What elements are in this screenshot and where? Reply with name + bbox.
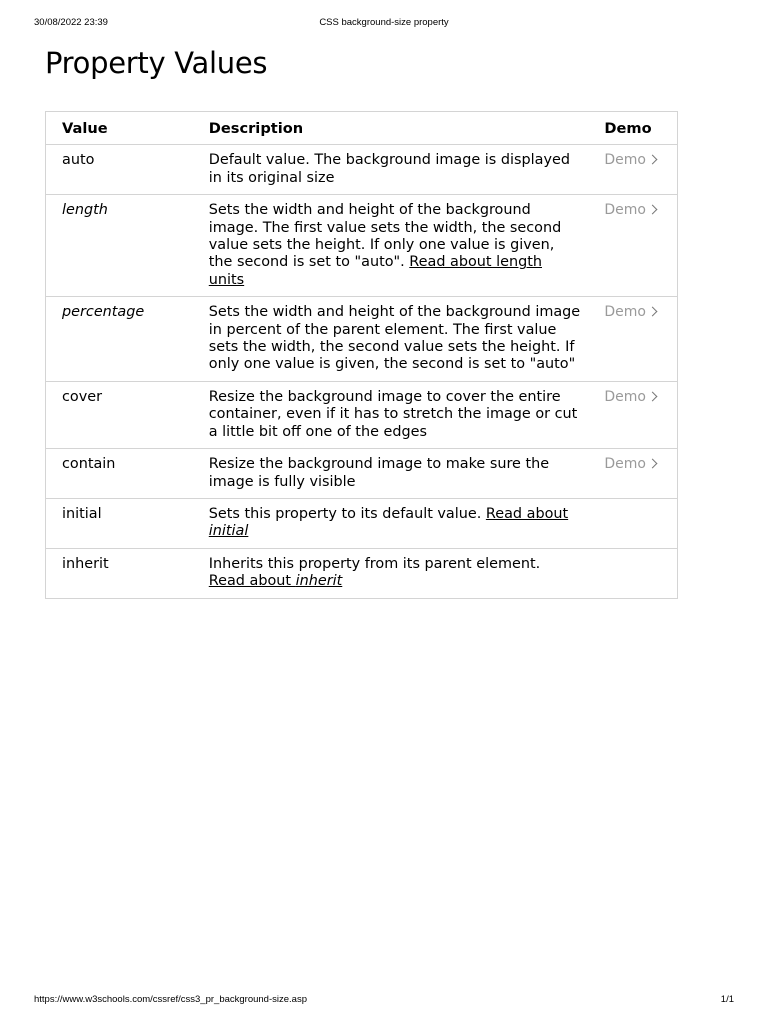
page-title: Property Values [45,46,268,80]
column-header-value: Value [46,112,193,145]
description-cell [193,145,589,195]
table-row [46,145,678,195]
value-cell: percentage [46,297,193,382]
value-cell: length [46,195,193,297]
description-cell [193,449,589,499]
demo-cell-empty [588,548,677,598]
property-values-table [45,111,678,599]
print-page-number: 1/1 [720,994,734,1005]
demo-cell-empty [588,498,677,548]
description-text: Sets the width and height of the background image in percent of the parent element. The first value sets the width, the second value sets the height. If only one value is given, the second is set to "auto" [208,304,581,373]
demo-label: Demo [604,202,646,219]
table-row [46,498,678,548]
demo-cell [588,195,677,297]
value-cell: contain [46,449,193,499]
value-cell: inherit [62,555,109,572]
demo-label: Demo [604,152,646,169]
demo-cell [588,449,677,499]
value-cell: auto [46,145,193,195]
demo-label: Demo [604,456,646,473]
chevron-right-icon [648,205,658,215]
demo-cell [588,297,677,382]
table-header-row [46,112,678,145]
description-cell [193,381,589,448]
description-text: Sets the width and height of the background image. The first value sets the width, the second value sets the height. If only one value is given, the second is set to "auto". [208,202,562,271]
table-row [46,449,678,499]
demo-link[interactable] [604,202,656,219]
link-keyword: inherit [295,573,343,590]
demo-link[interactable] [604,456,656,473]
link-prefix: Read about [208,573,296,590]
link-keyword: initial [208,523,249,540]
description-cell [193,195,589,297]
print-header [34,17,734,31]
read-about-inherit-link[interactable] [209,573,343,589]
demo-link[interactable] [604,152,656,169]
description-text: Sets this property to its default value. [208,505,486,522]
demo-link[interactable] [604,389,656,406]
read-about-length-units-link[interactable]: Read about length units [208,254,542,288]
print-url: https://www.w3schools.com/cssref/css3_pr_background-size.asp [34,994,307,1005]
description-text: Resize the background image to cover the entire container, even if it has to stretch the image or cut a little bit off one of the edges [208,388,578,440]
demo-label: Demo [604,304,646,321]
demo-link[interactable] [604,304,656,321]
description-text: Resize the background image to make sure the image is fully visible [208,456,550,490]
description-cell [193,498,589,548]
table-row [46,548,678,598]
value-cell: cover [46,381,193,448]
chevron-right-icon [648,459,658,469]
demo-cell [588,145,677,195]
column-header-description: Description [193,112,589,145]
chevron-right-icon [648,307,658,317]
demo-label: Demo [604,388,646,405]
print-date: 30/08/2022 23:39 [34,17,108,28]
description-cell [193,297,589,382]
description-cell [193,548,589,598]
table-row [46,195,678,297]
demo-cell [588,381,677,448]
description-text: Default value. The background image is displayed in its original size [208,152,570,186]
value-cell: initial [46,498,193,548]
table-row [46,297,678,382]
print-document-title: CSS background-size property [319,17,449,28]
chevron-right-icon [648,155,658,165]
print-footer [34,994,734,1008]
chevron-right-icon [648,391,658,401]
table-row [46,381,678,448]
link-prefix: Read about [485,505,569,522]
description-text: Inherits this property from its parent element. [208,555,541,572]
column-header-demo: Demo [588,112,677,145]
